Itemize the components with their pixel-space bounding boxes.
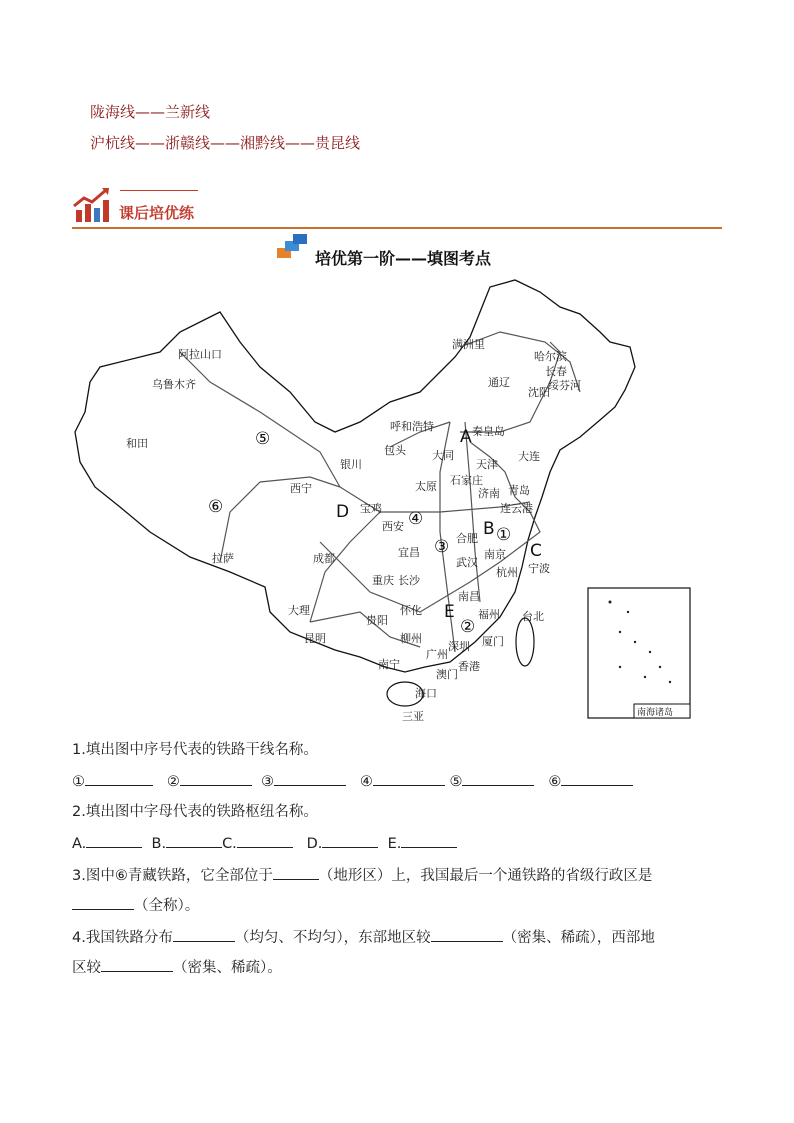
q4-text-b: （均匀、不均匀），东部地区较 (234, 930, 431, 946)
blank-input[interactable] (85, 770, 153, 786)
railway-number-4: ④ (408, 509, 424, 529)
label-5: ⑤ (449, 774, 463, 790)
city-label: 海口 (415, 687, 437, 700)
city-label: 秦皇岛 (472, 425, 505, 438)
hub-letter-B: B (483, 519, 495, 539)
city-label: 太原 (415, 480, 437, 493)
railway-number-2: ② (460, 617, 476, 637)
q3-text-a: 3.图中⑥青藏铁路，它全部位于 (72, 868, 273, 884)
railway-number-5: ⑤ (255, 429, 271, 449)
city-label: 杭州 (496, 566, 518, 579)
city-label: 通辽 (488, 376, 510, 389)
section-header (72, 186, 722, 230)
hub-letter-E: E (444, 602, 455, 622)
hub-letter-C: C (530, 541, 542, 561)
intro-line-1: 陇海线——兰新线 (90, 103, 211, 121)
city-label: 银川 (340, 458, 362, 471)
section-top-line (120, 190, 198, 191)
city-label: 成都 (313, 552, 335, 565)
q3-text-b: （地形区）上，我国最后一个通铁路的省级行政区是 (318, 868, 653, 884)
city-label: 天津 (476, 458, 498, 471)
railway-number-1: ① (496, 525, 512, 545)
city-label: 台北 (522, 610, 544, 623)
city-label: 石家庄 (450, 474, 483, 487)
city-label: 西宁 (290, 482, 312, 495)
south-china-sea-inset (588, 588, 690, 718)
city-label: 香港 (458, 660, 480, 673)
section-rule (72, 227, 722, 229)
city-label: 厦门 (482, 635, 504, 648)
city-label: 合肥 (456, 532, 478, 545)
blank-input[interactable] (401, 832, 457, 848)
city-label: 长沙 (398, 574, 420, 587)
city-label: 满洲里 (452, 338, 485, 351)
label-1: ① (72, 774, 85, 790)
city-label: 济南 (478, 487, 500, 500)
blank-input[interactable] (101, 956, 173, 972)
china-railway-map (60, 272, 700, 727)
blank-input[interactable] (274, 770, 346, 786)
label-A: A. (72, 836, 87, 852)
question-1: 1.填出图中序号代表的铁路干线名称。 (72, 742, 318, 758)
taiwan-island (516, 618, 534, 666)
label-D: D. (306, 836, 323, 852)
city-label: 哈尔滨 (534, 350, 567, 363)
blank-input[interactable] (273, 864, 319, 880)
city-label: 怀化 (400, 604, 422, 617)
stairs-icon (277, 234, 311, 262)
growth-chart-icon (72, 186, 112, 226)
label-C: C. (222, 836, 237, 852)
blank-input[interactable] (72, 894, 134, 910)
city-label: 包头 (384, 444, 406, 457)
label-B: B. (151, 836, 167, 852)
label-3: ③ (261, 774, 275, 790)
blank-input[interactable] (373, 770, 445, 786)
city-label: 宝鸡 (360, 502, 382, 515)
city-label: 宜昌 (398, 546, 420, 559)
railway-number-3: ③ (434, 537, 450, 557)
question-2: 2.填出图中字母代表的铁路枢纽名称。 (72, 804, 318, 820)
blank-input[interactable] (561, 770, 633, 786)
answer-row-2 (72, 832, 457, 852)
city-label: 三亚 (402, 710, 424, 723)
label-4: ④ (359, 774, 373, 790)
hub-letter-D: D (336, 502, 350, 522)
subsection-header (277, 234, 492, 268)
city-label: 贵阳 (366, 614, 388, 627)
city-label: 青岛 (508, 484, 530, 497)
city-label: 乌鲁木齐 (152, 378, 196, 391)
q4-text-c: （密集、稀疏），西部地 (502, 930, 655, 946)
city-label: 深圳 (448, 640, 470, 653)
railway-number-6: ⑥ (208, 497, 224, 517)
city-label: 绥芬河 (548, 379, 581, 392)
city-label: 南昌 (458, 590, 480, 603)
city-label: 大同 (432, 449, 454, 462)
city-label: 拉萨 (212, 552, 234, 565)
question-3-line-2 (72, 894, 199, 915)
city-label: 澳门 (436, 668, 458, 681)
question-4-line-2 (72, 956, 282, 977)
city-labels (126, 337, 581, 723)
blank-input[interactable] (431, 926, 503, 942)
question-4-line-1 (72, 926, 655, 947)
city-label: 南宁 (378, 658, 400, 671)
city-label: 大理 (288, 604, 310, 617)
city-label: 宁波 (528, 562, 550, 575)
label-2: ② (166, 774, 180, 790)
blank-input[interactable] (166, 832, 222, 848)
blank-input[interactable] (86, 832, 142, 848)
label-6: ⑥ (548, 774, 562, 790)
q3-text-c: （全称）。 (134, 898, 200, 914)
inset-label: 南海诸岛 (637, 708, 674, 718)
city-label: 柳州 (400, 632, 422, 645)
city-label: 呼和浩特 (390, 420, 434, 433)
city-label: 大连 (518, 450, 540, 463)
q4-text-a: 4.我国铁路分布 (72, 930, 173, 946)
hub-letter-A: A (460, 427, 472, 447)
city-label: 福州 (478, 608, 500, 621)
city-label: 广州 (426, 648, 448, 661)
city-label: 重庆 (372, 574, 394, 587)
blank-input[interactable] (180, 770, 252, 786)
blank-input[interactable] (462, 770, 534, 786)
city-label: 连云港 (500, 502, 533, 515)
section-title: 课后培优练 (119, 204, 195, 222)
city-label: 昆明 (304, 632, 326, 645)
city-label: 南京 (484, 548, 506, 561)
city-label: 阿拉山口 (178, 348, 222, 361)
city-label: 沈阳 (528, 386, 550, 399)
blank-input[interactable] (322, 832, 378, 848)
city-label: 和田 (126, 437, 148, 450)
city-label: 长春 (545, 365, 567, 378)
intro-line-2: 沪杭线——浙赣线——湘黔线——贵昆线 (90, 134, 361, 152)
blank-input[interactable] (237, 832, 293, 848)
city-label: 西安 (382, 520, 404, 533)
question-3-line-1 (72, 864, 652, 885)
answer-row-1 (72, 770, 633, 790)
q4-text-d: 区较 (72, 960, 101, 976)
subsection-title: 培优第一阶——填图考点 (315, 249, 492, 268)
q4-text-e: （密集、稀疏）。 (173, 960, 282, 976)
blank-input[interactable] (173, 926, 235, 942)
city-label: 武汉 (456, 556, 478, 569)
label-E: E. (387, 836, 402, 852)
